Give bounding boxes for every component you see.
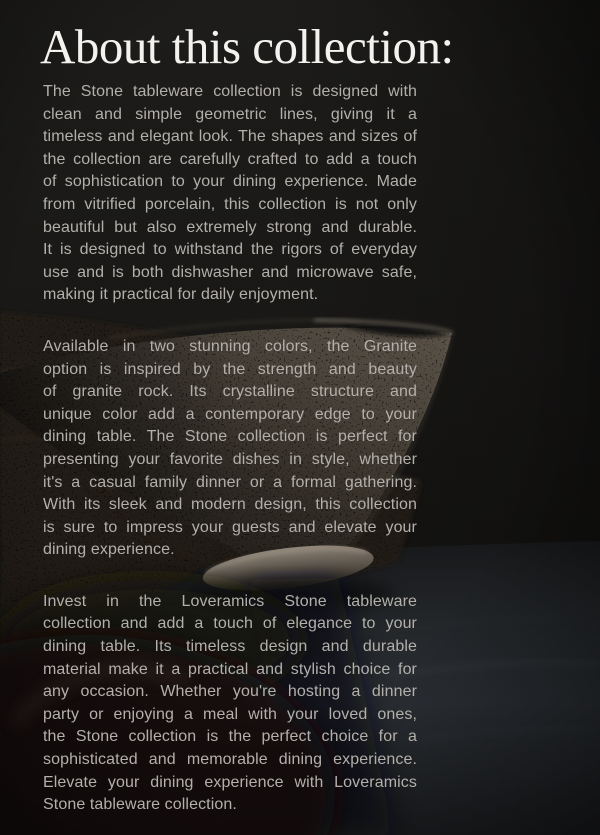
text-line: beautiful but also extremely strong and durable. <box>43 218 417 236</box>
paragraph <box>43 591 417 817</box>
text-line: it's a casual family dinner or a formal gathering. <box>43 473 417 491</box>
text-line: option is inspired by the strength and beauty <box>43 360 417 378</box>
text-line: presenting your favorite dishes in style, whether <box>43 450 417 468</box>
text-line: any occasion. Whether you're hosting a dinner <box>43 683 417 701</box>
paragraph <box>43 81 417 307</box>
text-line: from vitrified porcelain, this collection is not only <box>43 195 417 213</box>
text-line: timeless and elegant look. The shapes and sizes of <box>43 128 417 146</box>
text-line: collection and add a touch of elegance to your <box>43 615 417 633</box>
text-line: The Stone tableware collection is designed with <box>43 83 417 100</box>
text-line: Elevate your dining experience with Loveramics <box>43 773 417 791</box>
text-line: Invest in the Loveramics Stone tableware <box>43 592 417 610</box>
text-line: material make it a practical and stylish choice for <box>43 660 417 678</box>
text-line: party or enjoying a meal with your loved ones, <box>43 705 417 723</box>
text-line: With its sleek and modern design, this collection <box>43 496 417 514</box>
text-line: use and is both dishwasher and microwave safe, <box>43 263 417 281</box>
text-line: clean and simple geometric lines, giving it a <box>43 105 417 123</box>
text-line: dining table. The Stone collection is perfect for <box>43 428 417 446</box>
text-line: Stone tableware collection. <box>43 796 237 814</box>
text-line: dining table. Its timeless design and durable <box>43 638 417 656</box>
text-line: unique color add a contemporary edge to your <box>43 405 417 423</box>
collection-description <box>43 81 417 817</box>
text-line: of granite rock. Its crystalline structure and <box>43 383 417 401</box>
text-line: Available in two stunning colors, the Granite <box>43 337 417 355</box>
page-title: About this collection: <box>40 19 454 74</box>
text-line: of sophistication to your dining experience. Made <box>43 173 417 191</box>
text-line: making it practical for daily enjoyment. <box>43 286 319 304</box>
text-line: is sure to impress your guests and elevate your <box>43 518 417 536</box>
text-line: sophisticated and memorable dining experience. <box>43 751 417 769</box>
text-line: dining experience. <box>43 541 175 559</box>
text-line: It is designed to withstand the rigors of everyday <box>43 241 417 259</box>
text-line: the Stone collection is the perfect choice for a <box>43 728 417 746</box>
paragraph <box>43 336 417 562</box>
text-line: the collection are carefully crafted to add a touch <box>43 150 417 168</box>
